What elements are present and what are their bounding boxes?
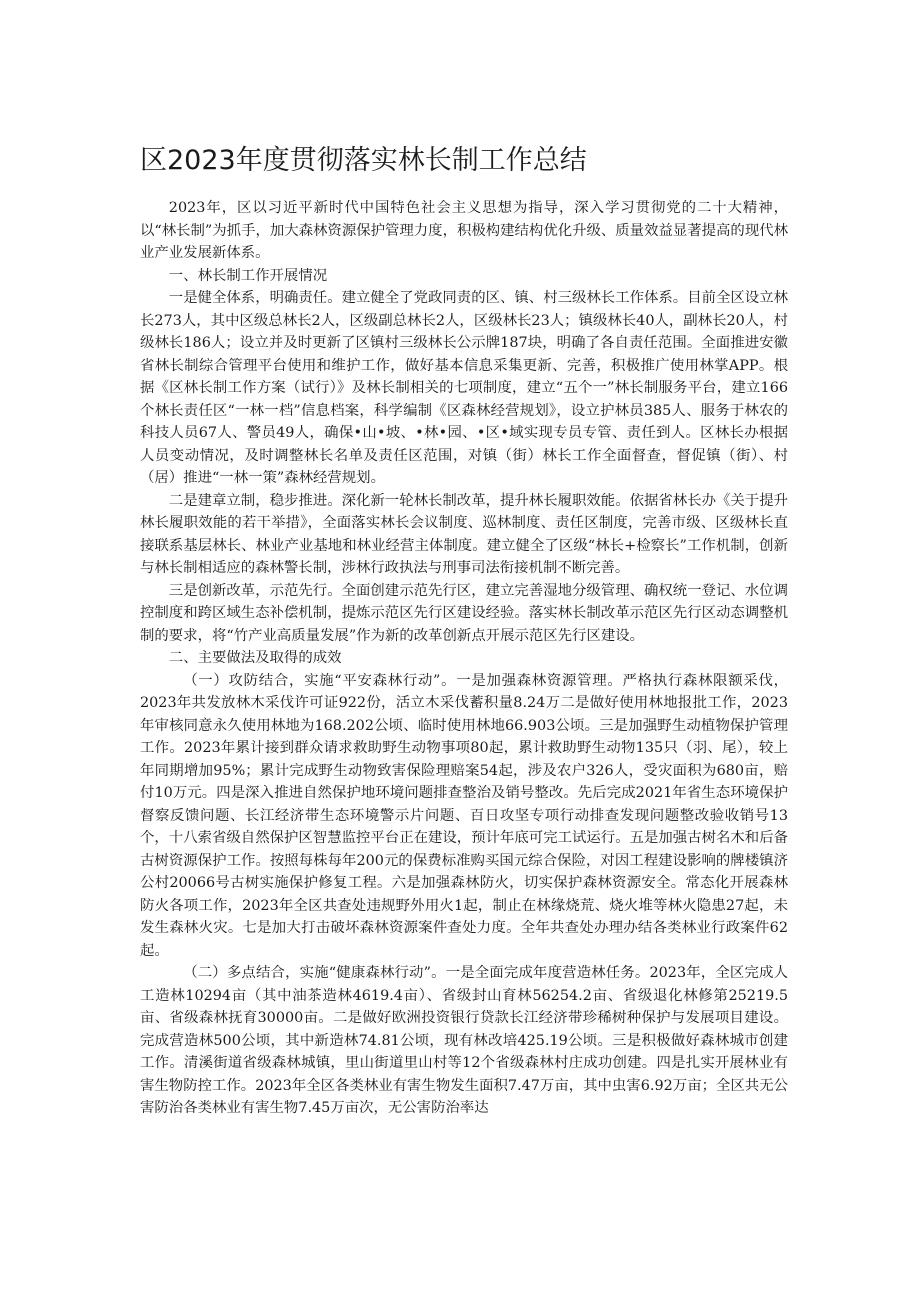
- body-paragraph: 二是建章立制，稳步推进。深化新一轮林长制改革，提升林长履职效能。依据省林长办《关于提升林长履职效能的若干举措》，全面落实林长会议制度、巡林制度、责任区制度，完善市级、区级林长直接联系基层林长、林业产业基地和林业经营主体制度。建立健全了区级“林长+检察长”工作机制，创新与林长制相适应的森林警长制，涉林行政执法与刑事司法衔接机制不断完善。: [140, 492, 788, 576]
- body-paragraph: 三是创新改革，示范先行。全面创建示范先行区，建立完善湿地分级管理、确权统一登记、水位调控制度和跨区域生态补偿机制，提炼示范区先行区建设经验。落实林长制改革示范区先行区动态调整机制的要求，将“竹产业高质量发展”作为新的改革创新点开展示范区先行区建设。: [140, 582, 788, 644]
- intro-paragraph: 2023年，区以习近平新时代中国特色社会主义思想为指导，深入学习贯彻党的二十大精神，以“林长制”为抓手，加大森林资源保护管理力度，积极构建结构优化升级、质量效益显著提高的现代林业产业发展新体系。: [140, 200, 788, 261]
- document-title: 区2023年度贯彻落实林长制工作总结: [140, 145, 587, 176]
- body-paragraph: 一是健全体系，明确责任。建立健全了党政同责的区、镇、村三级林长工作体系。目前全区设立林长273人，其中区级总林长2人，区级副总林长2人，区级林长23人；镇级林长40人，副林长20人，村级林长186人；设立并及时更新了区镇村三级林长公示牌187块，明确了各自责任范围。全面推进安徽省林长制综合管理平台使用和维护工作，做好基本信息采集更新、完善，积极推广使用林掌APP。根据《区林长制工作方案（试行）》及林长制相关的七项制度，建立“五个一”林长制服务平台，建立166个林长责任区“一林一档”信息档案，科学编制《区森林经营规划》，设立护林员385人、服务于林农的科技人员67人、警员49人，确保•山•坡、•林•园、•区•域实现专员专管、责任到人。区林长办根据人员变动情况，及时调整林长名单及责任区范围，对镇（街）林长工作全面督查，督促镇（街）、村（居）推进“一林一策”森林经营规划。: [140, 290, 788, 486]
- section-heading-2: 二、主要做法及取得的成效: [168, 650, 342, 666]
- document-body: [140, 197, 788, 1120]
- subsection-paragraph: （一）攻防结合，实施“平安森林行动”。一是加强森林资源管理。严格执行森林限额采伐，2023年共发放林木采伐许可证922份，活立木采伐蓄积量8.24万二是做好使用林地报批工作，2023年审核同意永久使用林地为168.202公顷、临时使用林地66.903公顷。三是加强野生动植物保护管理工作。2023年累计接到群众请求救助野生动物事项80起，累计救助野生动物135只（羽、尾），较上年同期增加95%；累计完成野生动物致害保险理赔案54起，涉及农户326人，受灾面积为680亩，赔付10万元。四是深入推进自然保护地环境问题排查整治及销号整改。先后完成2021年省生态环境保护督察反馈问题、长江经济带生态环境警示片问题、百日攻坚专项行动排查发现问题整改验收销号13个，十八索省级自然保护区智慧监控平台正在建设，预计年底可完工试运行。五是加强古树名木和后备古树资源保护工作。按照每株每年200元的保费标准购买国元综合保险，对因工程建设影响的牌楼镇济公村20066号古树实施保护修复工程。六是加强森林防火，切实保护森林资源安全。常态化开展森林防火各项工作，2023年全区共查处违规野外用火1起，制止在林缘烧荒、烧火堆等林火隐患27起，未发生森林火灾。七是加大打击破坏森林资源案件查处力度。全年共查处办理办结各类林业行政案件62起。: [140, 672, 788, 959]
- section-heading-1: 一、林长制工作开展情况: [168, 267, 328, 284]
- subsection-paragraph: （二）多点结合，实施“健康森林行动”。一是全面完成年度营造林任务。2023年，全区完成人工造林10294亩（其中油茶造林4619.4亩）、省级封山育林56254.2亩、省级退化林修第25219.5亩、省级森林抚育30000亩。二是做好欧洲投资银行贷款长江经济带珍稀树种保护与发展项目建设。完成营造林500公顷，其中新造林74.81公顷，现有林改培425.19公顷。三是积极做好森林城市创建工作。清溪街道省级森林城镇，里山街道里山村等12个省级森林村庄成功创建。四是扎实开展林业有害生物防控工作。2023年全区各类林业有害生物发生面积7.47万亩，其中虫害6.92万亩；全区共无公害防治各类林业有害生物7.45万亩次，无公害防治率达: [140, 965, 788, 1116]
